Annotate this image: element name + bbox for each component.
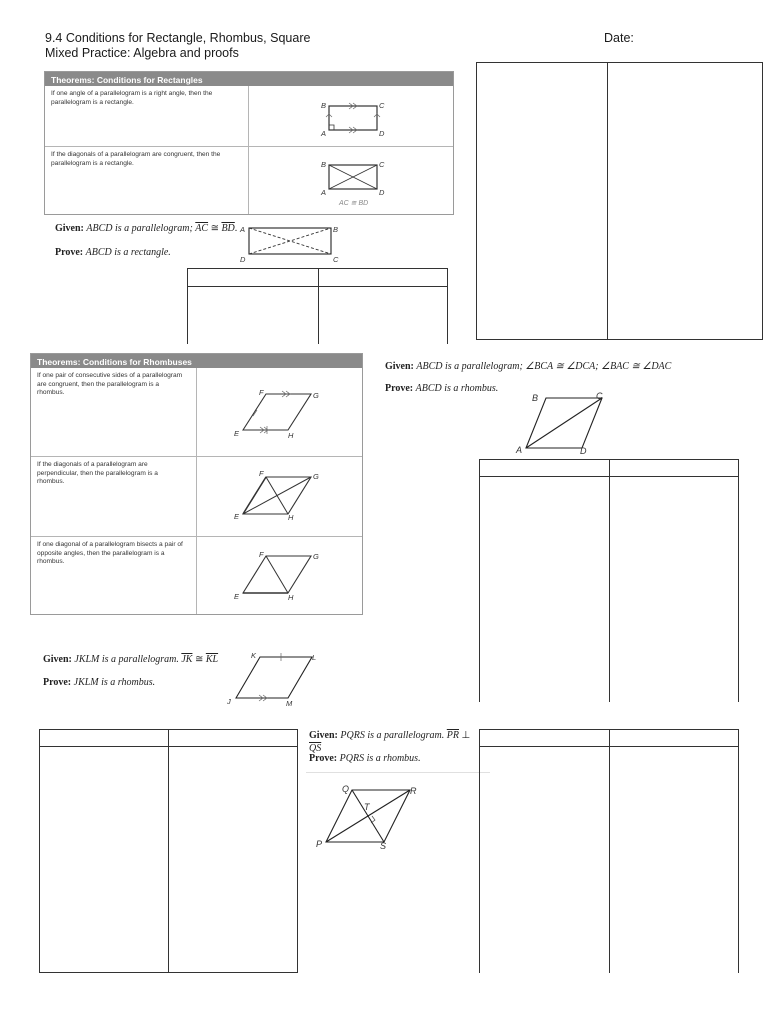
svg-text:B: B	[532, 393, 539, 403]
svg-text:P: P	[316, 839, 323, 849]
vertex-label-c: C	[379, 101, 385, 110]
rectangle-theorems-title: Theorems: Conditions for Rectangles	[45, 72, 453, 86]
problem4-rhombus-diagram	[312, 780, 422, 852]
svg-text:H: H	[288, 513, 294, 522]
page-subtitle: Mixed Practice: Algebra and proofs	[45, 46, 239, 60]
svg-text:B: B	[333, 225, 339, 234]
problem4-given: Given: PQRS is a parallelogram. $\overline{PR}$ ⊥ $\overline{QS}$	[309, 730, 471, 754]
rhombus-perpendicular-diagonals-diagram	[229, 467, 324, 522]
svg-text:A: A	[240, 225, 246, 234]
rectangle-theorem-text: If the diagonals of a parallelogram are congruent, then the parallelogram is a rectangle.	[51, 151, 221, 167]
problem1-prove: Prove: ABCD is a rectangle.	[55, 247, 171, 258]
svg-text:F: F	[259, 469, 264, 478]
vertex-label-a: A	[321, 129, 327, 138]
problem2-prove: Prove: ABCD is a rhombus.	[385, 383, 499, 394]
congruence-note: AC ≅ BD	[339, 200, 369, 207]
svg-text:M: M	[286, 699, 293, 708]
bottom-right-proof-table	[479, 729, 739, 973]
rhombus-theorem-text: If one diagonal of a parallelogram bisects a pair of opposite angles, then the parallelogram is a rhombus.	[37, 541, 183, 565]
rhombus-theorem-text: If the diagonals of a parallelogram are perpendicular, then the parallelogram is a rhombus.	[37, 461, 158, 485]
problem2-rhombus-diagram	[512, 390, 612, 456]
svg-text:E: E	[234, 512, 240, 521]
problem1-proof-table	[187, 268, 447, 344]
rectangle-right-angle-diagram	[315, 98, 385, 140]
svg-text:S: S	[380, 841, 387, 851]
svg-text:C: C	[379, 160, 385, 169]
rhombus-theorems-box	[30, 353, 363, 615]
svg-text:F: F	[259, 388, 264, 397]
problem4-prove: Prove: PQRS is a rhombus.	[309, 753, 421, 764]
problem1-rectangle-diagram	[236, 220, 346, 264]
problem2-proof-table	[479, 459, 739, 702]
problem3-prove: Prove: JKLM is a rhombus.	[43, 677, 156, 688]
vertex-label-b: B	[321, 101, 327, 110]
svg-text:L: L	[312, 653, 317, 662]
problem3-rhombus-diagram	[224, 648, 324, 708]
svg-text:J: J	[227, 697, 231, 706]
svg-text:C: C	[596, 391, 603, 401]
problem3-given: Given: JKLM is a parallelogram. $\overline{JK}$ ≅ $\overline{KL}$	[43, 654, 219, 665]
rhombus-theorem-text: If one pair of consecutive sides of a parallelogram are congruent, then the parallelogram is a rhombus.	[37, 372, 183, 396]
svg-text:C: C	[333, 255, 339, 264]
rhombus-consecutive-sides-diagram	[229, 386, 324, 441]
rectangle-theorems-box	[44, 71, 454, 215]
divider	[306, 772, 490, 773]
rhombus-theorems-title: Theorems: Conditions for Rhombuses	[31, 354, 362, 368]
problem1-given: Given: ABCD is a parallelogram; $\overline{AC}$ ≅ $\overline{BD}$.	[55, 223, 238, 234]
rhombus-bisected-angle-diagram	[229, 549, 324, 604]
vertex-label-d: D	[379, 129, 385, 138]
svg-text:D: D	[379, 188, 385, 197]
page-title: 9.4 Conditions for Rectangle, Rhombus, Square	[45, 31, 311, 45]
problem2-given: Given: ABCD is a parallelogram; ∠BCA ≅ ∠DCA; ∠BAC ≅ ∠DAC	[385, 361, 672, 372]
rectangle-theorem-text: If one angle of a parallelogram is a right angle, then the parallelogram is a rectangle.	[51, 90, 213, 106]
svg-text:A: A	[516, 445, 523, 455]
bottom-left-proof-table	[39, 729, 297, 973]
svg-text:D: D	[240, 255, 246, 264]
rectangle-theorem-row	[45, 86, 453, 145]
date-label: Date:	[604, 31, 634, 45]
svg-text:R: R	[410, 786, 417, 796]
svg-text:T: T	[364, 802, 370, 812]
svg-text:G: G	[313, 472, 319, 481]
svg-text:E: E	[234, 592, 240, 601]
svg-text:G: G	[313, 552, 319, 561]
svg-text:H: H	[288, 431, 294, 440]
svg-text:H: H	[288, 593, 294, 602]
svg-text:B: B	[321, 160, 327, 169]
rectangle-diagonals-diagram	[315, 157, 395, 209]
svg-text:G: G	[313, 391, 319, 400]
svg-text:Q: Q	[342, 784, 350, 794]
svg-text:D: D	[580, 446, 587, 456]
svg-text:F: F	[259, 550, 264, 559]
svg-text:A: A	[321, 188, 327, 197]
top-right-proof-box	[476, 62, 763, 340]
svg-text:E: E	[234, 429, 240, 438]
svg-text:K: K	[251, 651, 257, 660]
